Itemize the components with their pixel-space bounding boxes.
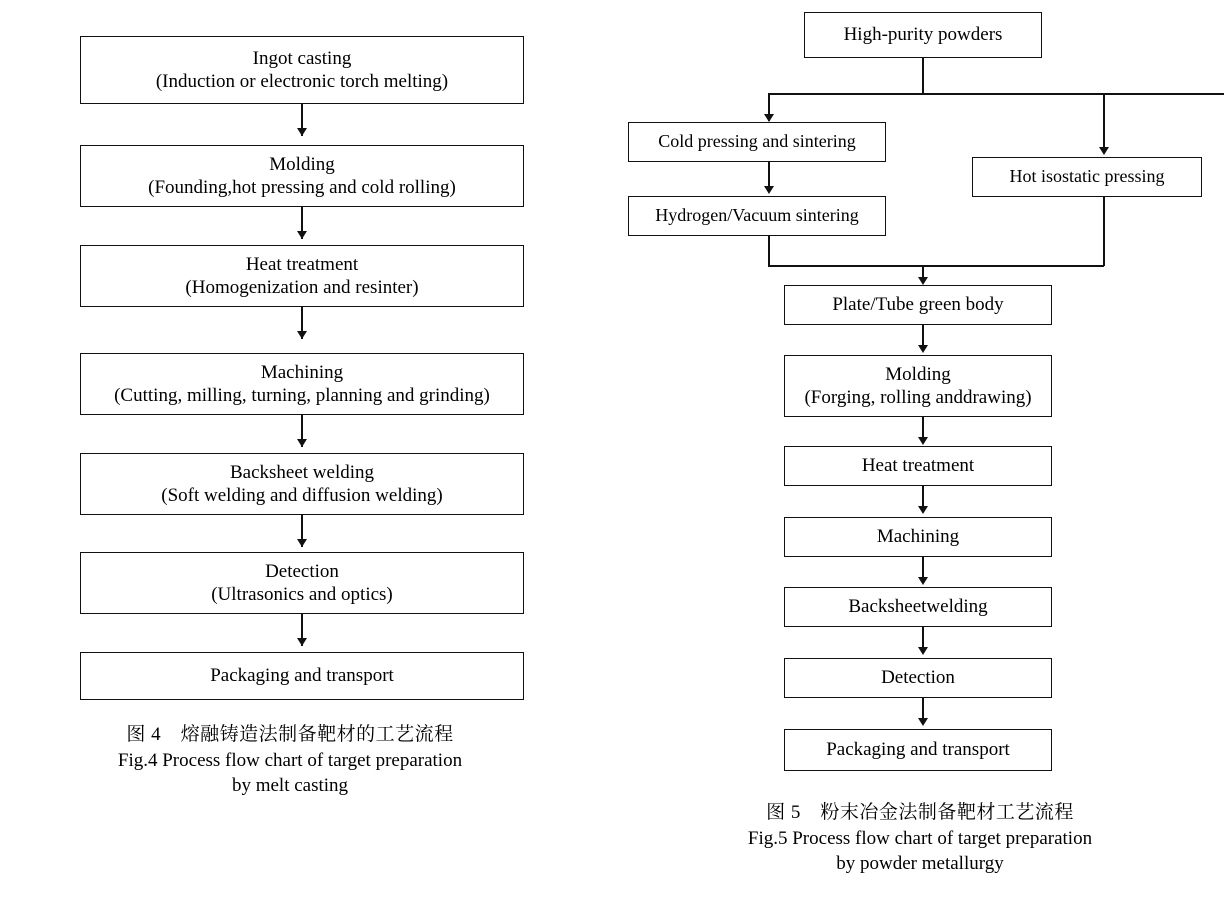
flow-node-line1: Machining [260, 361, 344, 383]
flow-node[interactable] [80, 652, 524, 700]
flow-node[interactable] [784, 517, 1052, 557]
connector-arrow [918, 577, 928, 585]
connector-arrow [297, 231, 307, 239]
flow-node-line1: Cold pressing and sintering [658, 131, 856, 152]
flow-node[interactable] [784, 729, 1052, 771]
flow-node-line2: (Cutting, milling, turning, planning and grinding) [114, 385, 490, 406]
flow-node-line1: High-purity powders [843, 24, 1003, 46]
flow-node[interactable] [784, 587, 1052, 627]
flow-node-line1: Molding [885, 363, 951, 385]
flow-node-line1: Plate/Tube green body [832, 294, 1004, 316]
flow-node-line1: Machining [876, 526, 960, 548]
flow-node-line1: Heat treatment [245, 253, 359, 275]
flow-node-line2: (Ultrasonics and optics) [211, 584, 393, 605]
connector-arrow [764, 114, 774, 122]
flow-node[interactable] [784, 658, 1052, 698]
flow-node[interactable] [80, 552, 524, 614]
connector-arrow [918, 277, 928, 285]
connector-arrow [297, 638, 307, 646]
flow-node-line1: Detection [265, 560, 339, 582]
flow-node[interactable] [628, 122, 886, 162]
connector-arrow [764, 186, 774, 194]
flow-node[interactable] [804, 12, 1042, 58]
flow-node-line1: Molding [269, 153, 335, 175]
connector-arrow [297, 539, 307, 547]
flow-node-line2: (Soft welding and diffusion welding) [161, 485, 443, 506]
flow-node-line1: Ingot casting [252, 47, 352, 69]
caption-english-line2: by melt casting [231, 775, 349, 797]
flow-node[interactable] [628, 196, 886, 236]
connector-line [1103, 93, 1105, 153]
connector-arrow [918, 345, 928, 353]
flow-node[interactable] [784, 446, 1052, 486]
connector-arrow [297, 331, 307, 339]
flow-node-line1: Packaging and transport [826, 739, 1010, 761]
caption-english-line1: Fig.5 Process flow chart of target preparation [747, 827, 1093, 849]
flow-node-line1: Hot isostatic pressing [1009, 166, 1165, 187]
flow-node[interactable] [80, 353, 524, 415]
connector-line [768, 265, 1104, 267]
flow-node-line1: Packaging and transport [210, 665, 394, 687]
caption-chinese: 图 5 粉末冶金法制备靶材工艺流程 [766, 802, 1074, 823]
flow-node[interactable] [784, 355, 1052, 417]
flow-node-line1: Backsheet welding [229, 461, 375, 483]
connector-line [768, 236, 770, 266]
caption-english-line2: by powder metallurgy [836, 853, 1004, 875]
flow-node[interactable] [80, 145, 524, 207]
connector-line [768, 93, 1104, 95]
flow-node-line2: (Founding,hot pressing and cold rolling) [148, 177, 456, 198]
flow-node-line2: (Forging, rolling anddrawing) [804, 387, 1032, 408]
connector-arrow [1099, 147, 1109, 155]
caption-english-line1: Fig.4 Process flow chart of target preparation [117, 749, 463, 771]
connector-arrow [918, 718, 928, 726]
flow-node[interactable] [80, 453, 524, 515]
flow-node-line1: Backsheetwelding [848, 596, 988, 618]
flow-node-line2: (Induction or electronic torch melting) [155, 71, 449, 92]
figure-caption [640, 800, 1200, 877]
flow-node-line1: Detection [881, 667, 955, 689]
connector-arrow [297, 439, 307, 447]
flow-node[interactable] [80, 36, 524, 104]
connector-arrow [918, 506, 928, 514]
connector-arrow [918, 437, 928, 445]
flow-node-line1: Hydrogen/Vacuum sintering [655, 205, 859, 226]
connector-line [922, 58, 924, 94]
flow-node-line2: (Homogenization and resinter) [185, 277, 419, 298]
flow-node[interactable] [784, 285, 1052, 325]
connector-arrow [297, 128, 307, 136]
flow-node[interactable] [80, 245, 524, 307]
connector-line [1103, 197, 1105, 266]
flow-node-line1: Heat treatment [861, 455, 975, 477]
flow-node[interactable] [972, 157, 1202, 197]
caption-chinese: 图 4 熔融铸造法制备靶材的工艺流程 [126, 724, 454, 745]
figure-caption [40, 722, 540, 799]
connector-arrow [918, 647, 928, 655]
